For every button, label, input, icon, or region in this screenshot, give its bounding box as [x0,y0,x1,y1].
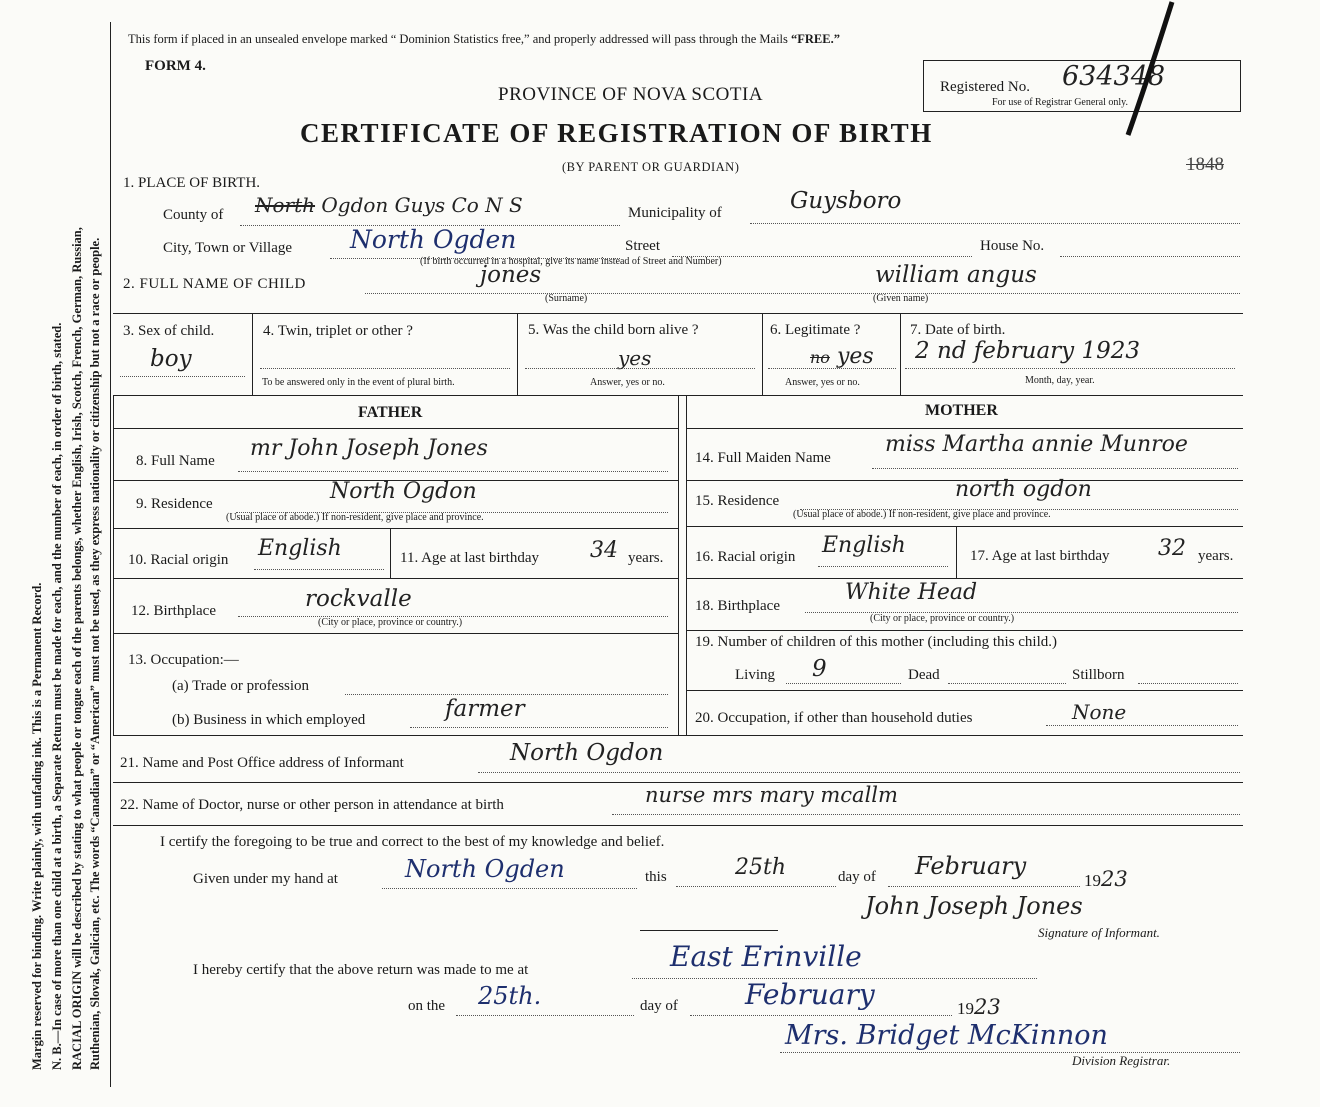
check-mark-stroke [1110,0,1180,140]
father-heading: FATHER [358,404,423,421]
dob-value: 2 nd february 1923 [915,338,1140,364]
mother-residence-caption: (Usual place of abode.) If non-resident, give place and province. [793,509,1051,520]
mother-birthplace-caption: (City or place, province or country.) [870,613,1015,624]
doctor-value: nurse mrs mary mcallm [645,783,898,807]
registrar-month: February [745,978,875,1011]
father-business-label: (b) Business in which employed [172,712,366,728]
father-name-value: mr John Joseph Jones [250,436,488,461]
alive-label: 5. Was the child born alive ? [528,322,699,338]
margin-note-nationality: Ruthenian, Slovak, Galician, etc. The words “Canadian” or “American” must not be used, as they express nationality or citizenship but not a race or people. [88,237,102,1070]
father-residence-caption: (Usual place of abode.) If non-resident, give place and province. [226,512,484,523]
given-day: 25th [735,855,787,880]
mother-residence-label: 15. Residence [695,493,780,509]
informant-value: North Ogdon [510,740,664,766]
on-the-label: on the [408,998,446,1014]
hospital-note: (If birth occurred in a hospital, give its name instead of Street and Number) [420,256,722,267]
doctor-label: 22. Name of Doctor, nurse or other person in attendance at birth [120,797,504,813]
city-value: North Ogden [350,225,517,254]
mother-birthplace-label: 18. Birthplace [695,598,780,614]
registered-label: Registered No. [940,79,1030,95]
mother-name-label: 14. Full Maiden Name [695,450,831,466]
registrar-signature: Mrs. Bridget McKinnon [785,1020,1108,1051]
house-no-label: House No. [980,238,1045,254]
father-age-value: 34 [590,538,618,563]
child-surname: jones [480,262,542,288]
city-label: City, Town or Village [163,240,293,256]
registered-number-box [923,60,1241,112]
municipality-label: Municipality of [628,205,722,221]
certificate-title: CERTIFICATE OF REGISTRATION OF BIRTH [300,118,933,148]
given-place: North Ogden [405,855,565,883]
dead-label: Dead [908,667,940,683]
father-business-value: farmer [445,696,525,722]
margin-note-binding: Margin reserved for binding. Write plainly, with unfading ink. This is a Permanent Record. [30,582,44,1070]
legitimate-value: no yes [810,344,874,369]
given-month: February [915,852,1027,880]
day-of-label: day of [838,869,876,885]
signature-caption: Signature of Informant. [1038,925,1160,940]
mother-birthplace-value: White Head [845,580,978,605]
mother-racial-label: 16. Racial origin [695,549,796,565]
father-birthplace-value: rockvalle [305,586,412,612]
place-section-label: 1. PLACE OF BIRTH. [123,175,261,191]
street-label: Street [625,238,660,254]
father-trade-label: (a) Trade or profession [172,678,310,694]
county-label: County of [163,207,224,223]
father-birthplace-label: 12. Birthplace [131,603,216,619]
surname-caption: (Surname) [545,293,588,304]
living-label: Living [735,667,775,683]
municipality-value: Guysboro [790,188,902,214]
given-label: Given under my hand at [193,871,338,887]
sex-label: 3. Sex of child. [123,323,215,339]
mother-age-unit: years. [1198,548,1234,564]
dob-label: 7. Date of birth. [910,322,1006,338]
year-corner: 1848 [1186,154,1224,175]
certification-statement: I certify the foregoing to be true and correct to the best of my knowledge and belief. [160,834,665,850]
county-value: North Ogdon Guys Co N S [255,193,523,217]
legitimate-caption: Answer, yes or no. [785,377,860,388]
twin-caption: To be answered only in the event of plural birth. [262,377,455,388]
legitimate-label: 6. Legitimate ? [770,322,861,338]
registrar-caption: Division Registrar. [1072,1053,1171,1068]
mother-name-value: miss Martha annie Munroe [885,432,1188,457]
mother-residence-value: north ogdon [955,477,1092,502]
registrar-statement: I hereby certify that the above return was made to me at [193,962,529,978]
margin-note-racial-origin: RACIAL ORIGIN will be described by stating to what people or tongue each of the parents belongs, whether English, Irish, Scotch, French, German, Russian, [70,227,84,1070]
father-racial-value: English [258,536,342,561]
dob-caption: Month, day, year. [1025,375,1095,386]
father-racial-label: 10. Racial origin [128,552,229,568]
father-birthplace-caption: (City or place, province or country.) [318,617,463,628]
sex-value: boy [150,346,192,372]
registrar-place: East Erinville [670,940,862,973]
informant-signature: John Joseph Jones [865,892,1083,920]
father-occupation-label: 13. Occupation:— [128,652,239,668]
certificate-subtitle: (BY PARENT OR GUARDIAN) [562,160,740,174]
mother-occupation-label: 20. Occupation, if other than household duties [695,710,973,726]
mother-age-label: 17. Age at last birthday [970,548,1110,564]
this-label: this [645,869,667,885]
alive-caption: Answer, yes or no. [590,377,665,388]
province-heading: PROVINCE OF NOVA SCOTIA [498,84,764,105]
mother-racial-value: English [822,533,906,558]
stillborn-label: Stillborn [1072,667,1125,683]
given-year: 1923 [1084,867,1128,891]
mother-children-label: 19. Number of children of this mother (including this child.) [695,634,1058,650]
registered-value: 634348 [1062,61,1166,92]
child-name-label: 2. FULL NAME OF CHILD [123,276,306,292]
father-age-label: 11. Age at last birthday [400,550,539,566]
child-given-name: william angus [875,262,1037,288]
mother-heading: MOTHER [925,402,998,419]
registrar-day: 25th. [478,982,542,1010]
living-value: 9 [812,656,827,682]
mail-notice: This form if placed in an unsealed envelope marked “ Dominion Statistics free,” and properly addressed will pass through the Mails “FREE.” [128,32,840,46]
father-residence-value: North Ogdon [330,479,477,504]
twin-label: 4. Twin, triplet or other ? [263,323,413,339]
margin-note-multiple-births: N. B.—In case of more than one child at a birth, a Separate Return must be made for each, and the number of each, in order of birth, stated. [50,322,64,1070]
registrar-day-of: day of [640,998,678,1014]
mother-age-value: 32 [1158,536,1186,561]
given-name-caption: (Given name) [873,293,929,304]
father-residence-label: 9. Residence [136,496,213,512]
form-number: FORM 4. [145,58,206,74]
father-age-unit: years. [628,550,664,566]
registrar-year: 1923 [957,995,1001,1019]
margin-divider [110,22,111,1087]
registrar-use-note: For use of Registrar General only. [992,97,1128,108]
father-name-label: 8. Full Name [136,453,215,469]
mother-occupation-value: None [1072,700,1127,724]
informant-label: 21. Name and Post Office address of Informant [120,755,404,771]
alive-value: yes [618,346,652,370]
